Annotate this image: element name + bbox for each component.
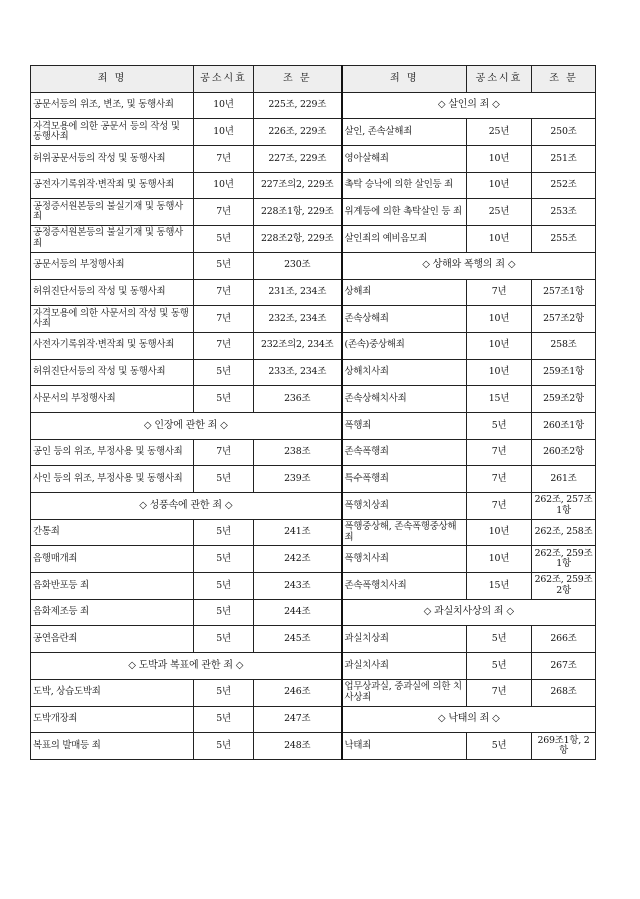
left-article-cell: 244조 [254, 599, 342, 626]
left-article-cell: 233조, 234조 [254, 359, 342, 386]
left-section-title: ◇ 도박과 복표에 관한 죄 ◇ [31, 653, 342, 680]
table-row [31, 493, 596, 520]
left-crime-cell: 허위공문서등의 작성 및 동행사죄 [31, 146, 194, 173]
right-article-cell: 267조 [532, 653, 596, 680]
right-crime-cell: 폭행중상해, 존속폭행중상해죄 [342, 519, 467, 546]
left-period-cell: 5년 [194, 546, 254, 573]
left-article-cell: 228조1항, 229조 [254, 199, 342, 226]
left-crime-cell: 공정증서원본등의 불실기재 및 동행사죄 [31, 199, 194, 226]
right-crime-cell: 존속폭행치사죄 [342, 573, 467, 600]
left-article-cell: 242조 [254, 546, 342, 573]
right-article-cell: 252조 [532, 172, 596, 199]
right-article-cell: 262조, 259조2항 [532, 573, 596, 600]
left-article-cell: 227조, 229조 [254, 146, 342, 173]
right-article-cell: 259조2항 [532, 386, 596, 413]
right-article-cell: 259조1항 [532, 359, 596, 386]
left-crime-cell: 음화제조등 죄 [31, 599, 194, 626]
left-period-cell: 10년 [194, 172, 254, 199]
left-article-cell: 225조, 229조 [254, 92, 342, 119]
left-period-cell: 10년 [194, 92, 254, 119]
right-article-cell: 253조 [532, 199, 596, 226]
right-article-cell: 257조1항 [532, 279, 596, 306]
right-period-cell: 10년 [467, 226, 532, 253]
right-crime-cell: 존속상해치사죄 [342, 386, 467, 413]
left-crime-cell: 공연음란죄 [31, 626, 194, 653]
header-article-left: 조 문 [254, 66, 342, 93]
table-row [31, 706, 596, 733]
left-article-cell: 232조, 234조 [254, 306, 342, 333]
right-crime-cell: 과실치사죄 [342, 653, 467, 680]
right-period-cell: 10년 [467, 332, 532, 359]
table-row [31, 626, 596, 653]
right-period-cell: 10년 [467, 306, 532, 333]
table-row [31, 573, 596, 600]
left-crime-cell: 사문서의 부정행사죄 [31, 386, 194, 413]
right-crime-cell: 업무상과실, 중과실에 의한 치사상죄 [342, 679, 467, 706]
right-crime-cell: (존속)중상해죄 [342, 332, 467, 359]
statute-of-limitations-table [30, 65, 596, 760]
left-period-cell: 7년 [194, 199, 254, 226]
table-row [31, 252, 596, 279]
table-row [31, 279, 596, 306]
left-article-cell: 245조 [254, 626, 342, 653]
right-period-cell: 10년 [467, 146, 532, 173]
table-row [31, 199, 596, 226]
right-article-cell: 261조 [532, 466, 596, 493]
left-period-cell: 7년 [194, 279, 254, 306]
left-period-cell: 5년 [194, 626, 254, 653]
left-crime-cell: 공정증서원본등의 불실기재 및 동행사죄 [31, 226, 194, 253]
right-period-cell: 7년 [467, 466, 532, 493]
left-period-cell: 5년 [194, 519, 254, 546]
left-period-cell: 5년 [194, 679, 254, 706]
header-crime-right: 죄 명 [342, 66, 467, 93]
right-article-cell: 260조1항 [532, 412, 596, 439]
right-period-cell: 10년 [467, 359, 532, 386]
left-article-cell: 238조 [254, 439, 342, 466]
left-period-cell: 5년 [194, 599, 254, 626]
header-article-right: 조 문 [532, 66, 596, 93]
right-section-title: ◇ 과실치사상의 죄 ◇ [342, 599, 596, 626]
table-row [31, 92, 596, 119]
right-article-cell: 262조, 258조 [532, 519, 596, 546]
table-row [31, 439, 596, 466]
table-row [31, 733, 596, 760]
right-period-cell: 15년 [467, 386, 532, 413]
right-article-cell: 251조 [532, 146, 596, 173]
left-article-cell: 232조의2, 234조 [254, 332, 342, 359]
right-section-title: ◇ 상해와 폭행의 죄 ◇ [342, 252, 596, 279]
left-crime-cell: 허위진단서등의 작성 및 동행사죄 [31, 359, 194, 386]
left-section-title: ◇ 성풍속에 관한 죄 ◇ [31, 493, 342, 520]
table-row [31, 172, 596, 199]
table-body [31, 66, 596, 760]
left-period-cell: 7년 [194, 332, 254, 359]
right-period-cell: 7년 [467, 279, 532, 306]
left-article-cell: 228조2항, 229조 [254, 226, 342, 253]
left-period-cell: 5년 [194, 226, 254, 253]
right-crime-cell: 존속상해죄 [342, 306, 467, 333]
left-crime-cell: 음행매개죄 [31, 546, 194, 573]
left-article-cell: 243조 [254, 573, 342, 600]
left-period-cell: 7년 [194, 439, 254, 466]
left-period-cell: 7년 [194, 146, 254, 173]
left-article-cell: 239조 [254, 466, 342, 493]
right-article-cell: 255조 [532, 226, 596, 253]
left-crime-cell: 허위진단서등의 작성 및 동행사죄 [31, 279, 194, 306]
left-article-cell: 227조의2, 229조 [254, 172, 342, 199]
right-article-cell: 262조, 259조1항 [532, 546, 596, 573]
table-row [31, 546, 596, 573]
left-crime-cell: 도박개장죄 [31, 706, 194, 733]
left-crime-cell: 간통죄 [31, 519, 194, 546]
right-period-cell: 5년 [467, 626, 532, 653]
left-period-cell: 5년 [194, 359, 254, 386]
table-row [31, 119, 596, 146]
right-article-cell: 262조, 257조1항 [532, 493, 596, 520]
right-article-cell: 266조 [532, 626, 596, 653]
right-period-cell: 10년 [467, 546, 532, 573]
left-article-cell: 226조, 229조 [254, 119, 342, 146]
header-crime-left: 죄 명 [31, 66, 194, 93]
right-period-cell: 25년 [467, 199, 532, 226]
table-row [31, 466, 596, 493]
right-period-cell: 10년 [467, 172, 532, 199]
left-period-cell: 10년 [194, 119, 254, 146]
right-crime-cell: 폭행치사죄 [342, 546, 467, 573]
table-row [31, 226, 596, 253]
table-row [31, 519, 596, 546]
right-article-cell: 250조 [532, 119, 596, 146]
left-period-cell: 5년 [194, 252, 254, 279]
left-crime-cell: 공문서등의 위조, 변조, 및 동행사죄 [31, 92, 194, 119]
right-period-cell: 15년 [467, 573, 532, 600]
table-row [31, 386, 596, 413]
right-period-cell: 5년 [467, 733, 532, 760]
header-period-left: 공소시효 [194, 66, 254, 93]
right-period-cell: 25년 [467, 119, 532, 146]
left-crime-cell: 도박, 상습도박죄 [31, 679, 194, 706]
left-crime-cell: 공인 등의 위조, 부정사용 및 동행사죄 [31, 439, 194, 466]
right-crime-cell: 폭행치상죄 [342, 493, 467, 520]
right-crime-cell: 영아살해죄 [342, 146, 467, 173]
table-row [31, 359, 596, 386]
left-section-title: ◇ 인장에 관한 죄 ◇ [31, 412, 342, 439]
left-crime-cell: 음화반포등 죄 [31, 573, 194, 600]
left-article-cell: 247조 [254, 706, 342, 733]
right-article-cell: 268조 [532, 679, 596, 706]
right-crime-cell: 존속폭행죄 [342, 439, 467, 466]
right-crime-cell: 상해치사죄 [342, 359, 467, 386]
left-article-cell: 230조 [254, 252, 342, 279]
right-crime-cell: 과실치상죄 [342, 626, 467, 653]
left-article-cell: 231조, 234조 [254, 279, 342, 306]
table-row [31, 306, 596, 333]
left-period-cell: 5년 [194, 466, 254, 493]
left-crime-cell: 사전자기록위작·변작죄 및 동행사죄 [31, 332, 194, 359]
right-article-cell: 269조1항, 2항 [532, 733, 596, 760]
right-article-cell: 257조2항 [532, 306, 596, 333]
left-article-cell: 248조 [254, 733, 342, 760]
left-article-cell: 236조 [254, 386, 342, 413]
header-row [31, 66, 596, 93]
left-period-cell: 7년 [194, 306, 254, 333]
right-crime-cell: 위계등에 의한 촉탁살인 등 죄 [342, 199, 467, 226]
left-period-cell: 5년 [194, 573, 254, 600]
right-section-title: ◇ 낙태의 죄 ◇ [342, 706, 596, 733]
left-period-cell: 5년 [194, 706, 254, 733]
header-period-right: 공소시효 [467, 66, 532, 93]
left-crime-cell: 자격모용에 의한 공문서 등의 작성 및 동행사죄 [31, 119, 194, 146]
right-period-cell: 7년 [467, 679, 532, 706]
right-period-cell: 7년 [467, 439, 532, 466]
right-crime-cell: 낙태죄 [342, 733, 467, 760]
right-section-title: ◇ 살인의 죄 ◇ [342, 92, 596, 119]
right-crime-cell: 상해죄 [342, 279, 467, 306]
table-row [31, 412, 596, 439]
left-article-cell: 241조 [254, 519, 342, 546]
right-crime-cell: 살인, 존속살해죄 [342, 119, 467, 146]
right-period-cell: 10년 [467, 519, 532, 546]
right-article-cell: 260조2항 [532, 439, 596, 466]
left-crime-cell: 공문서등의 부정행사죄 [31, 252, 194, 279]
table-row [31, 679, 596, 706]
right-period-cell: 5년 [467, 653, 532, 680]
left-crime-cell: 복표의 발매등 죄 [31, 733, 194, 760]
left-crime-cell: 자격모용에 의한 사문서의 작성 및 동행사죄 [31, 306, 194, 333]
right-crime-cell: 촉탁 승낙에 의한 살인등 죄 [342, 172, 467, 199]
right-crime-cell: 살인죄의 예비음모죄 [342, 226, 467, 253]
table-row [31, 599, 596, 626]
left-period-cell: 5년 [194, 733, 254, 760]
left-crime-cell: 사인 등의 위조, 부정사용 및 동행사죄 [31, 466, 194, 493]
left-period-cell: 5년 [194, 386, 254, 413]
right-article-cell: 258조 [532, 332, 596, 359]
table-row [31, 332, 596, 359]
table-row [31, 146, 596, 173]
left-article-cell: 246조 [254, 679, 342, 706]
left-crime-cell: 공전자기록위작·변작죄 및 동행사죄 [31, 172, 194, 199]
right-crime-cell: 폭행죄 [342, 412, 467, 439]
right-period-cell: 7년 [467, 493, 532, 520]
table-row [31, 653, 596, 680]
right-crime-cell: 특수폭행죄 [342, 466, 467, 493]
right-period-cell: 5년 [467, 412, 532, 439]
